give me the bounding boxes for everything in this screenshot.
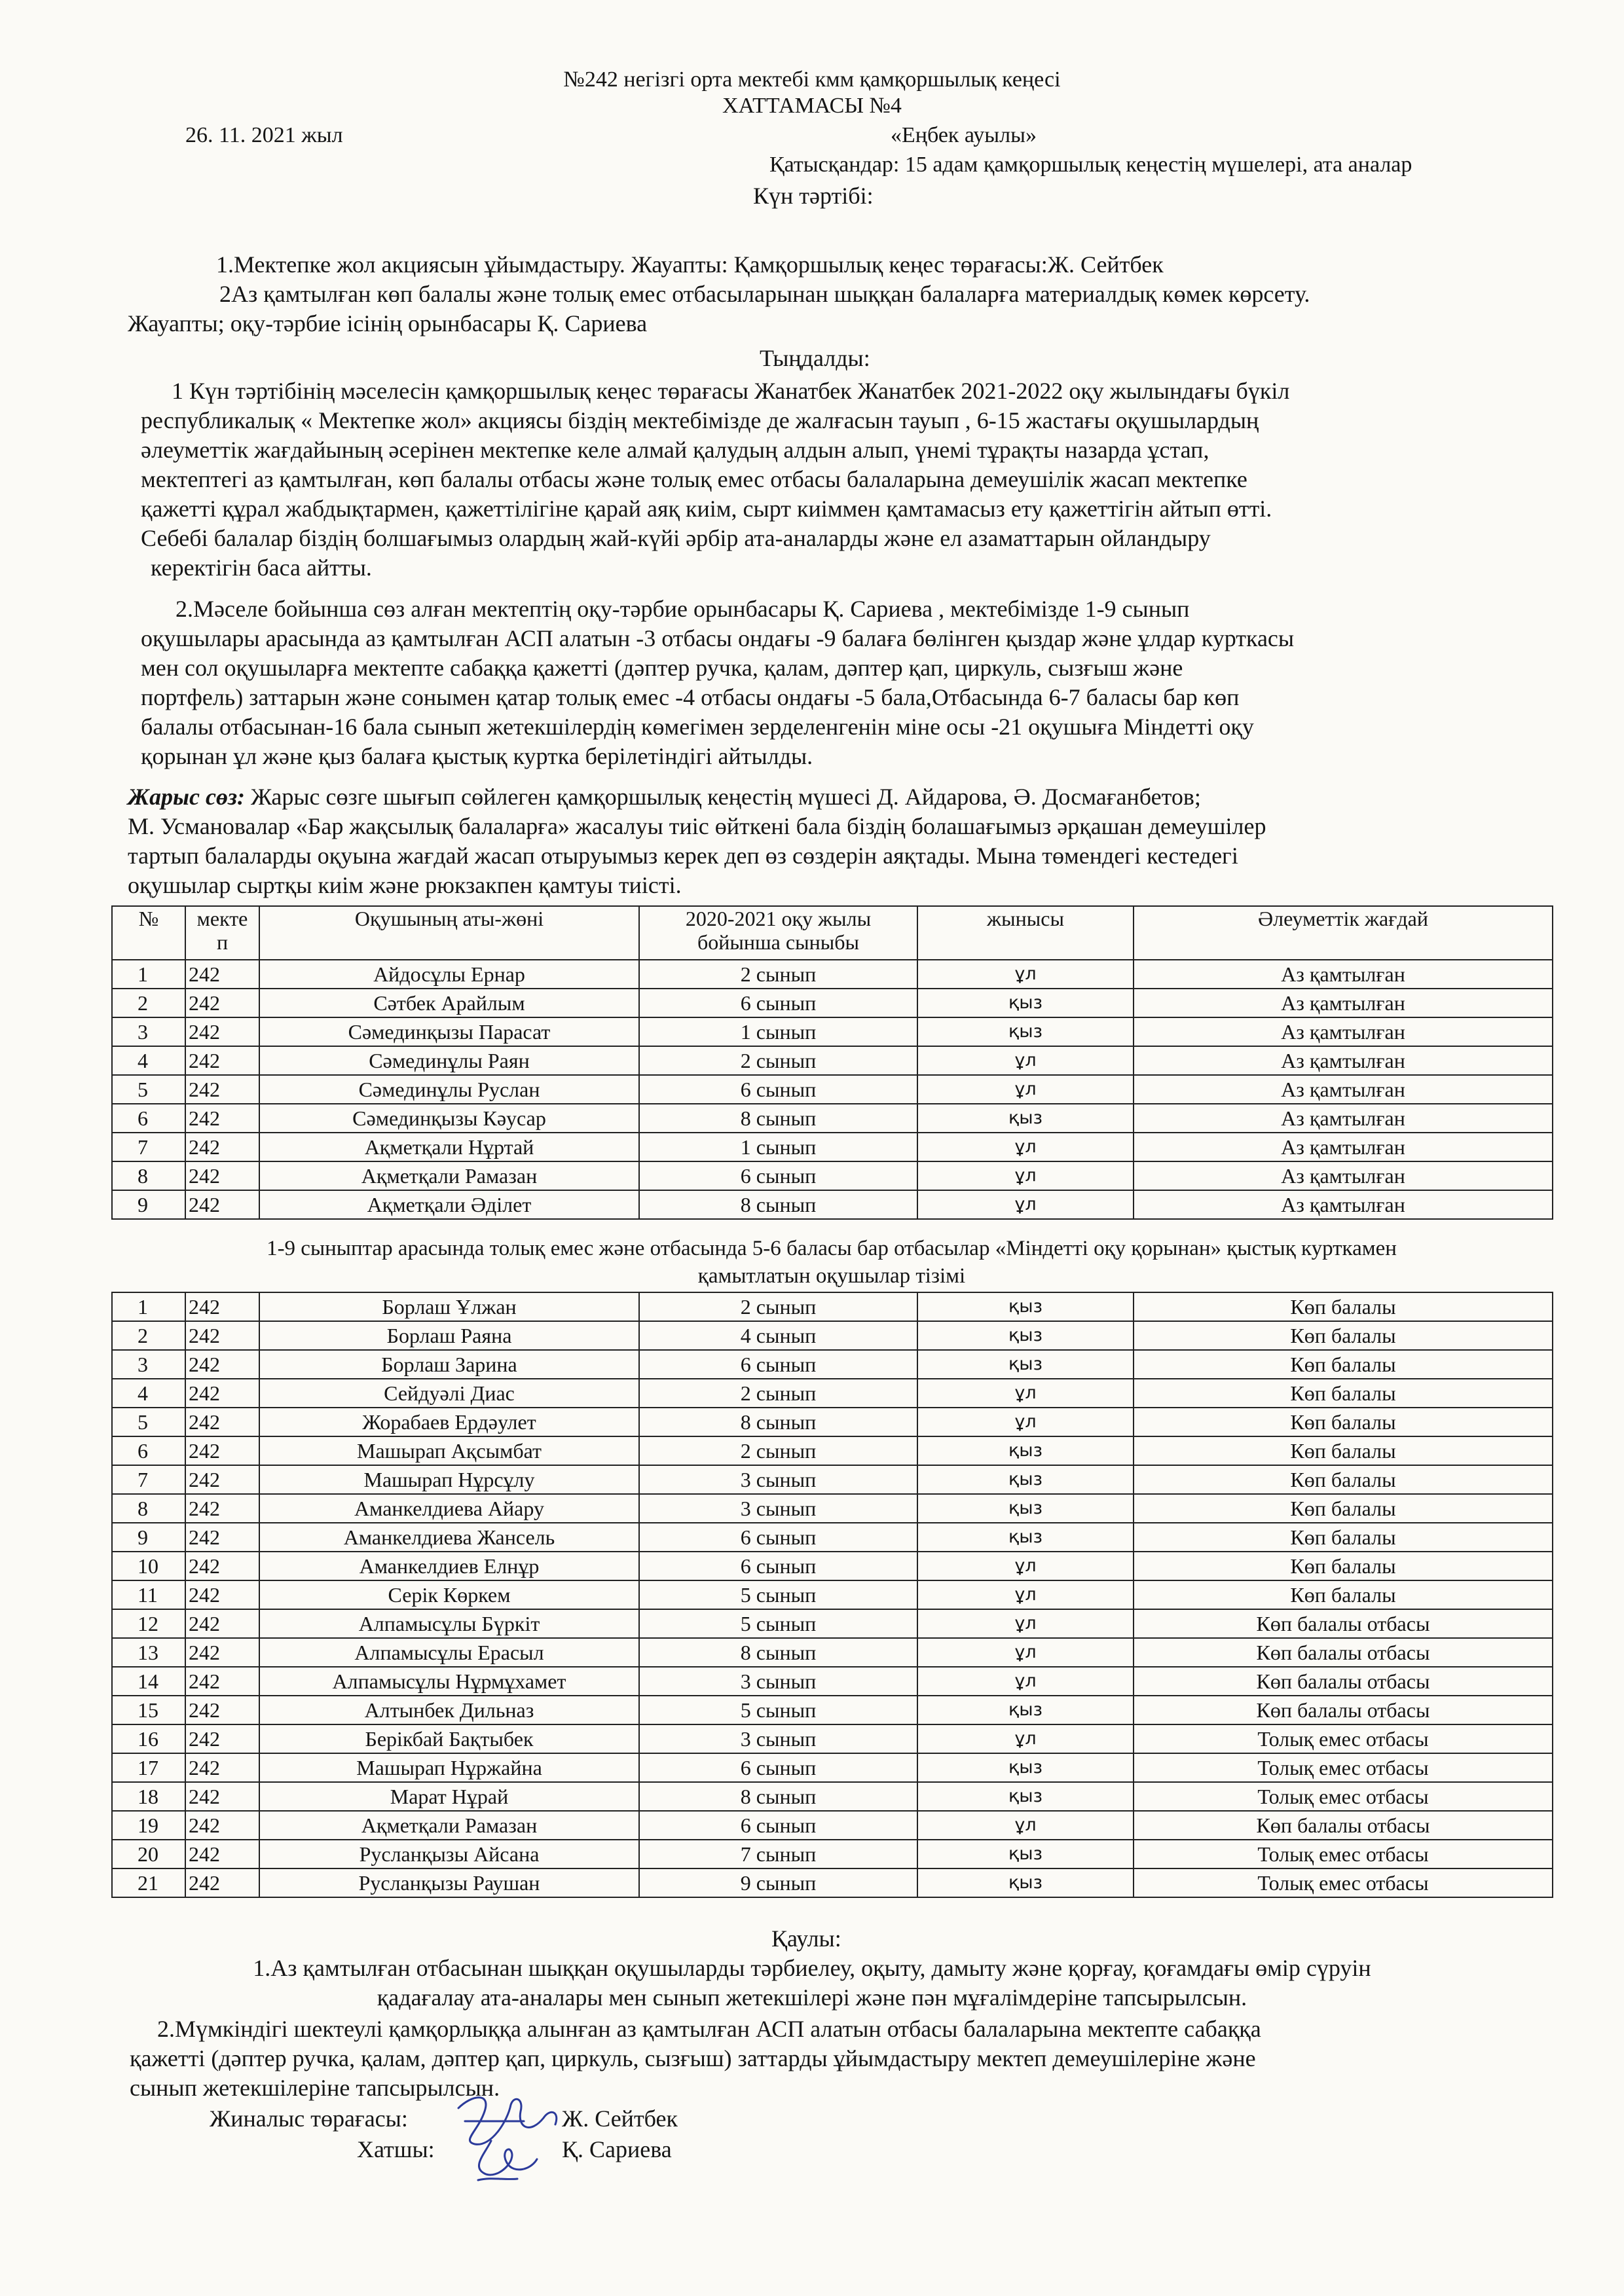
debate-line: тартып балаларды оқуына жағдай жасап отыруымыз керек деп өз сөздерін аяқтады. Мына төмендегі кестедегі — [128, 843, 1238, 869]
grade-cell: 8 сынып — [639, 1408, 917, 1436]
student-name-cell: Ақметқали Рамазан — [259, 1811, 639, 1840]
social-status-cell: Толық емес отбасы — [1134, 1753, 1553, 1782]
heard-paragraph-1 — [131, 376, 1526, 583]
social-status-cell: Аз қамтылған — [1134, 1017, 1553, 1046]
row-number-cell: 15 — [112, 1696, 185, 1724]
second-list-caption — [111, 1235, 1552, 1290]
table-row — [112, 1104, 1553, 1133]
column-header-grade: 2020-2021 оқу жылы бойынша сыныбы — [639, 906, 917, 960]
student-name-cell: Сәмединұлы Раян — [259, 1046, 639, 1075]
social-status-cell: Аз қамтылған — [1134, 1104, 1553, 1133]
meeting-date: 26. 11. 2021 жыл — [185, 123, 343, 147]
social-status-cell: Аз қамтылған — [1134, 1133, 1553, 1161]
row-number-cell: 3 — [112, 1350, 185, 1379]
heard-p2-line: 2.Мәселе бойынша сөз алған мектептің оқу-тәрбие орынбасары Қ. Сариева , мектебімізде 1-9 сынып — [175, 596, 1190, 622]
school-number-cell: 242 — [185, 1046, 259, 1075]
decision-2-line1: 2.Мүмкіндігі шектеулі қамқорлыққа алынған аз қамтылған АСП алатын отбасы балаларына мектепте сабаққа — [157, 2016, 1261, 2042]
student-name-cell: Сәмединқызы Кәусар — [259, 1104, 639, 1133]
table-row — [112, 960, 1553, 989]
heard-p2-line: мен сол оқушыларға мектепте сабаққа қажетті (дәптер ручка, қалам, дәптер қап, циркуль, сызғыш және — [141, 655, 1183, 681]
school-number-cell: 242 — [185, 1667, 259, 1696]
table-row — [112, 1609, 1553, 1638]
student-name-cell: Ақметқали Нұртай — [259, 1133, 639, 1161]
chair-label: Жиналыс төрағасы: — [210, 2105, 408, 2132]
row-number-cell: 13 — [112, 1638, 185, 1667]
student-name-cell: Алтынбек Дильназ — [259, 1696, 639, 1724]
school-number-cell: 242 — [185, 1724, 259, 1753]
school-number-cell: 242 — [185, 1868, 259, 1897]
student-name-cell: Берікбай Бақтыбек — [259, 1724, 639, 1753]
row-number-cell: 5 — [112, 1408, 185, 1436]
social-status-cell: Көп балалы — [1134, 1292, 1553, 1321]
social-status-cell: Толық емес отбасы — [1134, 1840, 1553, 1868]
table-row — [112, 1436, 1553, 1465]
student-name-cell: Машырап Нұржайна — [259, 1753, 639, 1782]
table-row — [112, 1161, 1553, 1190]
gender-cell: қыз — [917, 1104, 1134, 1133]
document-title-line2: ХАТТАМАСЫ №4 — [722, 94, 902, 118]
school-number-cell: 242 — [185, 1379, 259, 1408]
table-row — [112, 1782, 1553, 1811]
student-name-cell: Сәмединқызы Парасат — [259, 1017, 639, 1046]
heard-p2-line: портфель) заттарын және сонымен қатар толық емес -4 отбасы ондағы -5 бала,Отбасында 6-7 баласы бар көп — [141, 684, 1240, 710]
school-number-cell: 242 — [185, 1017, 259, 1046]
school-number-cell: 242 — [185, 1075, 259, 1104]
secretary-label: Хатшы: — [357, 2136, 435, 2162]
social-status-cell: Аз қамтылған — [1134, 960, 1553, 989]
agenda-item-2: 2Аз қамтылған көп балалы және толық емес отбасыларынан шыққан балаларға материалдық көмек көрсету. — [219, 281, 1310, 307]
row-number-cell: 11 — [112, 1580, 185, 1609]
table-row — [112, 1868, 1553, 1897]
table-row — [112, 1133, 1553, 1161]
gender-cell: қыз — [917, 1523, 1134, 1552]
meeting-place: «Еңбек ауылы» — [891, 123, 1037, 147]
students-table-low-income — [111, 905, 1553, 1220]
gender-cell: қыз — [917, 1350, 1134, 1379]
grade-cell: 9 сынып — [639, 1868, 917, 1897]
table-row — [112, 1465, 1553, 1494]
gender-cell: ұл — [917, 1609, 1134, 1638]
social-status-cell: Толық емес отбасы — [1134, 1868, 1553, 1897]
row-number-cell: 10 — [112, 1552, 185, 1580]
student-name-cell: Жорабаев Ердәулет — [259, 1408, 639, 1436]
gender-cell: ұл — [917, 1190, 1134, 1219]
heard-paragraph-2 — [131, 594, 1526, 771]
table-row — [112, 1753, 1553, 1782]
student-name-cell: Аманкелдиева Жансель — [259, 1523, 639, 1552]
social-status-cell: Көп балалы — [1134, 1523, 1553, 1552]
grade-cell: 6 сынып — [639, 1350, 917, 1379]
row-number-cell: 14 — [112, 1667, 185, 1696]
table-row — [112, 1379, 1553, 1408]
heard-p2-line: оқушылары арасында аз қамтылған АСП алатын -3 отбасы ондағы -9 балаға бөлінген қыздар және ұлдар курткасы — [141, 625, 1295, 651]
student-name-cell: Марат Нұрай — [259, 1782, 639, 1811]
student-name-cell: Алпамысұлы Ерасыл — [259, 1638, 639, 1667]
debate-section — [128, 782, 1522, 900]
grade-cell: 8 сынып — [639, 1782, 917, 1811]
handwritten-signature-icon — [445, 2082, 576, 2193]
social-status-cell: Көп балалы — [1134, 1379, 1553, 1408]
row-number-cell: 1 — [112, 1292, 185, 1321]
gender-cell: ұл — [917, 1811, 1134, 1840]
student-name-cell: Борлаш Ұлжан — [259, 1292, 639, 1321]
student-name-cell: Ақметқали Әділет — [259, 1190, 639, 1219]
table-row — [112, 1523, 1553, 1552]
students-table-large-families — [111, 1292, 1553, 1898]
social-status-cell: Көп балалы отбасы — [1134, 1696, 1553, 1724]
decision-1-line1: 1.Аз қамтылған отбасынан шыққан оқушыларды тәрбиелеу, оқыту, дамыту және қорғау, қоғамдағы өмір сүруін — [253, 1955, 1371, 1981]
document-title-line1: №242 негізгі орта мектебі кмм қамқоршылық кеңесі — [563, 67, 1061, 92]
grade-cell: 6 сынып — [639, 989, 917, 1017]
debate-line: Жарыс сөзге шығып сөйлеген қамқоршылық кеңестің мүшесі Д. Айдарова, Ә. Досмағанбетов; — [245, 784, 1201, 810]
table-row — [112, 1638, 1553, 1667]
grade-cell: 8 сынып — [639, 1104, 917, 1133]
grade-cell: 5 сынып — [639, 1696, 917, 1724]
school-number-cell: 242 — [185, 1580, 259, 1609]
column-header-student-name: Оқушының аты-жөні — [259, 906, 639, 960]
grade-cell: 6 сынып — [639, 1552, 917, 1580]
heard-p1-line: мектептегі аз қамтылған, көп балалы отбасы және толық емес отбасы балаларына демеушілік жасап мектепке — [141, 466, 1247, 492]
second-list-caption-line1: 1-9 сыныптар арасында толық емес және отбасында 5-6 баласы бар отбасылар «Міндетті оқу қорынан» қыстық курткамен — [267, 1237, 1397, 1260]
agenda-item-1: 1.Мектепке жол акциясын ұйымдастыру. Жауапты: Қамқоршылық кеңес төрағасы:Ж. Сейтбек — [216, 251, 1164, 278]
agenda-item-2-responsible: Жауапты; оқу-тәрбие ісінің орынбасары Қ. Сариева — [128, 310, 648, 337]
heard-p1-line: әлеуметтік жағдайының әсерінен мектепке келе алмай қалудың алдын алып, үнемі тұрақты назарда ұстап, — [141, 437, 1209, 463]
gender-cell: ұл — [917, 1724, 1134, 1753]
decisions-title: Қаулы: — [771, 1925, 841, 1952]
second-list-caption-line2: қамытлатын оқушылар тізімі — [697, 1264, 966, 1288]
school-number-cell: 242 — [185, 1104, 259, 1133]
social-status-cell: Көп балалы — [1134, 1436, 1553, 1465]
grade-cell: 6 сынып — [639, 1753, 917, 1782]
social-status-cell: Аз қамтылған — [1134, 1046, 1553, 1075]
social-status-cell: Көп балалы отбасы — [1134, 1638, 1553, 1667]
decision-2-line2: қажетті (дәптер ручка, қалам, дәптер қап, циркуль, сызғыш) заттарды ұйымдастыру мектеп демеушілеріне және — [130, 2045, 1256, 2071]
row-number-cell: 16 — [112, 1724, 185, 1753]
school-number-cell: 242 — [185, 1782, 259, 1811]
social-status-cell: Көп балалы — [1134, 1408, 1553, 1436]
school-number-cell: 242 — [185, 1552, 259, 1580]
grade-cell: 8 сынып — [639, 1190, 917, 1219]
social-status-cell: Көп балалы отбасы — [1134, 1609, 1553, 1638]
table-row — [112, 1350, 1553, 1379]
school-number-cell: 242 — [185, 1494, 259, 1523]
table-row — [112, 1017, 1553, 1046]
social-status-cell: Аз қамтылған — [1134, 1190, 1553, 1219]
student-name-cell: Сәтбек Арайлым — [259, 989, 639, 1017]
table-row — [112, 1494, 1553, 1523]
social-status-cell: Көп балалы — [1134, 1350, 1553, 1379]
student-name-cell: Алпамысұлы Нұрмұхамет — [259, 1667, 639, 1696]
student-name-cell: Машырап Нұрсұлу — [259, 1465, 639, 1494]
heard-p1-line: 1 Күн тәртібінің мәселесін қамқоршылық кеңес төрағасы Жанатбек Жанатбек 2021-2022 оқу жылындағы бүкіл — [172, 378, 1290, 404]
row-number-cell: 7 — [112, 1465, 185, 1494]
school-number-cell: 242 — [185, 1638, 259, 1667]
school-number-cell: 242 — [185, 1190, 259, 1219]
student-name-cell: Борлаш Зарина — [259, 1350, 639, 1379]
row-number-cell: 2 — [112, 989, 185, 1017]
gender-cell: ұл — [917, 1638, 1134, 1667]
table-row — [112, 1292, 1553, 1321]
grade-cell: 4 сынып — [639, 1321, 917, 1350]
student-name-cell: Русланқызы Айсана — [259, 1840, 639, 1868]
school-number-cell: 242 — [185, 1840, 259, 1868]
grade-cell: 6 сынып — [639, 1161, 917, 1190]
grade-cell: 8 сынып — [639, 1638, 917, 1667]
row-number-cell: 6 — [112, 1436, 185, 1465]
grade-cell: 7 сынып — [639, 1840, 917, 1868]
student-name-cell: Сейдуәлі Диас — [259, 1379, 639, 1408]
social-status-cell: Көп балалы — [1134, 1465, 1553, 1494]
social-status-cell: Толық емес отбасы — [1134, 1724, 1553, 1753]
column-header-school: мекте п — [185, 906, 259, 960]
grade-cell: 2 сынып — [639, 960, 917, 989]
heard-p1-line: керектігін баса айтты. — [151, 555, 372, 581]
student-name-cell: Аманкелдиев Елнұр — [259, 1552, 639, 1580]
row-number-cell: 9 — [112, 1523, 185, 1552]
grade-cell: 5 сынып — [639, 1580, 917, 1609]
heard-p1-line: республикалық « Мектепке жол» акциясы біздің мектебімізде де жалғасын тауып , 6-15 жастағы оқушылардың — [141, 407, 1259, 433]
debate-line: оқушылар сыртқы киім және рюкзакпен қамтуы тиісті. — [128, 872, 682, 898]
social-status-cell: Аз қамтылған — [1134, 989, 1553, 1017]
debate-line: М. Усмановалар «Бар жақсылық балаларға» жасалуы тиіс өйткені бала біздің болашағымыз әрқашан демеушілер — [128, 813, 1266, 839]
gender-cell: қыз — [917, 1292, 1134, 1321]
column-header-gender: жынысы — [917, 906, 1134, 960]
student-name-cell: Ақметқали Рамазан — [259, 1161, 639, 1190]
school-number-cell: 242 — [185, 1465, 259, 1494]
table-header-row — [112, 906, 1553, 960]
gender-cell: қыз — [917, 1753, 1134, 1782]
gender-cell: ұл — [917, 1552, 1134, 1580]
school-number-cell: 242 — [185, 1292, 259, 1321]
grade-cell: 3 сынып — [639, 1724, 917, 1753]
table-row — [112, 1667, 1553, 1696]
table-row — [112, 1075, 1553, 1104]
agenda-title: Күн тәртібі: — [753, 183, 874, 209]
grade-cell: 2 сынып — [639, 1436, 917, 1465]
grade-cell: 2 сынып — [639, 1046, 917, 1075]
grade-cell: 6 сынып — [639, 1811, 917, 1840]
school-number-cell: 242 — [185, 1811, 259, 1840]
school-number-cell: 242 — [185, 960, 259, 989]
row-number-cell: 4 — [112, 1379, 185, 1408]
heard-p1-line: қажетті құрал жабдықтармен, қажеттілігіне қарай аяқ киім, сырт киіммен қамтамасыз ету қажеттігін айтып өтті. — [141, 496, 1272, 522]
social-status-cell: Көп балалы отбасы — [1134, 1811, 1553, 1840]
table-row — [112, 1840, 1553, 1868]
gender-cell: қыз — [917, 1696, 1134, 1724]
gender-cell: ұл — [917, 1667, 1134, 1696]
gender-cell: қыз — [917, 1868, 1134, 1897]
row-number-cell: 20 — [112, 1840, 185, 1868]
row-number-cell: 17 — [112, 1753, 185, 1782]
gender-cell: қыз — [917, 989, 1134, 1017]
grade-cell: 6 сынып — [639, 1523, 917, 1552]
gender-cell: қыз — [917, 1321, 1134, 1350]
social-status-cell: Аз қамтылған — [1134, 1161, 1553, 1190]
social-status-cell: Көп балалы — [1134, 1552, 1553, 1580]
school-number-cell: 242 — [185, 1350, 259, 1379]
table-row — [112, 1321, 1553, 1350]
gender-cell: қыз — [917, 1436, 1134, 1465]
row-number-cell: 9 — [112, 1190, 185, 1219]
gender-cell: ұл — [917, 960, 1134, 989]
school-number-cell: 242 — [185, 1523, 259, 1552]
table-row — [112, 1046, 1553, 1075]
heard-p2-line: балалы отбасынан-16 бала сынып жетекшілердің көмегімен зерделенгенін міне осы -21 оқушыға Міндетті оқу — [141, 714, 1254, 740]
row-number-cell: 18 — [112, 1782, 185, 1811]
heard-p2-line: қорынан ұл және қыз балаға қыстық куртка берілетіндігі айтылды. — [141, 743, 813, 769]
gender-cell: ұл — [917, 1046, 1134, 1075]
row-number-cell: 19 — [112, 1811, 185, 1840]
table-row — [112, 1724, 1553, 1753]
row-number-cell: 3 — [112, 1017, 185, 1046]
row-number-cell: 6 — [112, 1104, 185, 1133]
gender-cell: ұл — [917, 1379, 1134, 1408]
decision-1-line2: қадағалау ата-аналары мен сынып жетекшілері және пән мұғалімдеріне тапсырылсын. — [377, 1984, 1247, 2011]
grade-cell: 2 сынып — [639, 1379, 917, 1408]
heard-p1-line: Себебі балалар біздің болшағымыз олардың жай-күйі әрбір ата-аналарды және ел азаматтарын ойландыру — [141, 525, 1211, 551]
gender-cell: қыз — [917, 1782, 1134, 1811]
grade-cell: 2 сынып — [639, 1292, 917, 1321]
row-number-cell: 21 — [112, 1868, 185, 1897]
table-row — [112, 989, 1553, 1017]
grade-cell: 3 сынып — [639, 1667, 917, 1696]
student-name-cell: Аманкелдиева Айару — [259, 1494, 639, 1523]
gender-cell: қыз — [917, 1494, 1134, 1523]
student-name-cell: Борлаш Раяна — [259, 1321, 639, 1350]
row-number-cell: 2 — [112, 1321, 185, 1350]
social-status-cell: Көп балалы отбасы — [1134, 1667, 1553, 1696]
table-row — [112, 1696, 1553, 1724]
grade-cell: 6 сынып — [639, 1075, 917, 1104]
column-header-number: № — [112, 906, 185, 960]
row-number-cell: 1 — [112, 960, 185, 989]
school-number-cell: 242 — [185, 989, 259, 1017]
participants: Қатысқандар: 15 адам қамқоршылық кеңестің мүшелері, ата аналар — [769, 153, 1412, 177]
gender-cell: қыз — [917, 1465, 1134, 1494]
row-number-cell: 5 — [112, 1075, 185, 1104]
grade-cell: 5 сынып — [639, 1609, 917, 1638]
social-status-cell: Толық емес отбасы — [1134, 1782, 1553, 1811]
gender-cell: қыз — [917, 1017, 1134, 1046]
grade-cell: 1 сынып — [639, 1133, 917, 1161]
school-number-cell: 242 — [185, 1753, 259, 1782]
grade-cell: 3 сынып — [639, 1494, 917, 1523]
row-number-cell: 4 — [112, 1046, 185, 1075]
row-number-cell: 7 — [112, 1133, 185, 1161]
table-row — [112, 1580, 1553, 1609]
school-number-cell: 242 — [185, 1161, 259, 1190]
student-name-cell: Айдосұлы Ернар — [259, 960, 639, 989]
table-row — [112, 1552, 1553, 1580]
gender-cell: қыз — [917, 1840, 1134, 1868]
student-name-cell: Серік Көркем — [259, 1580, 639, 1609]
social-status-cell: Аз қамтылған — [1134, 1075, 1553, 1104]
debate-label: Жарыс сөз: — [128, 784, 246, 810]
student-name-cell: Сәмединұлы Руслан — [259, 1075, 639, 1104]
row-number-cell: 8 — [112, 1161, 185, 1190]
social-status-cell: Көп балалы — [1134, 1494, 1553, 1523]
school-number-cell: 242 — [185, 1696, 259, 1724]
gender-cell: ұл — [917, 1408, 1134, 1436]
school-number-cell: 242 — [185, 1609, 259, 1638]
column-header-social-status: Әлеуметтік жағдай — [1134, 906, 1553, 960]
student-name-cell: Русланқызы Раушан — [259, 1868, 639, 1897]
table-row — [112, 1408, 1553, 1436]
gender-cell: ұл — [917, 1580, 1134, 1609]
gender-cell: ұл — [917, 1133, 1134, 1161]
school-number-cell: 242 — [185, 1133, 259, 1161]
table-row — [112, 1190, 1553, 1219]
decision-2-line3: сынып жетекшілеріне тапсырылсын. — [130, 2075, 500, 2101]
student-name-cell: Алпамысұлы Бүркіт — [259, 1609, 639, 1638]
social-status-cell: Көп балалы — [1134, 1580, 1553, 1609]
school-number-cell: 242 — [185, 1321, 259, 1350]
social-status-cell: Көп балалы — [1134, 1321, 1553, 1350]
school-number-cell: 242 — [185, 1436, 259, 1465]
gender-cell: ұл — [917, 1161, 1134, 1190]
grade-cell: 1 сынып — [639, 1017, 917, 1046]
student-name-cell: Машырап Ақсымбат — [259, 1436, 639, 1465]
grade-cell: 3 сынып — [639, 1465, 917, 1494]
table-row — [112, 1811, 1553, 1840]
row-number-cell: 8 — [112, 1494, 185, 1523]
chair-name: Ж. Сейтбек — [562, 2105, 678, 2132]
heard-title: Тыңдалды: — [760, 345, 870, 371]
school-number-cell: 242 — [185, 1408, 259, 1436]
row-number-cell: 12 — [112, 1609, 185, 1638]
gender-cell: ұл — [917, 1075, 1134, 1104]
secretary-name: Қ. Сариева — [562, 2136, 672, 2162]
